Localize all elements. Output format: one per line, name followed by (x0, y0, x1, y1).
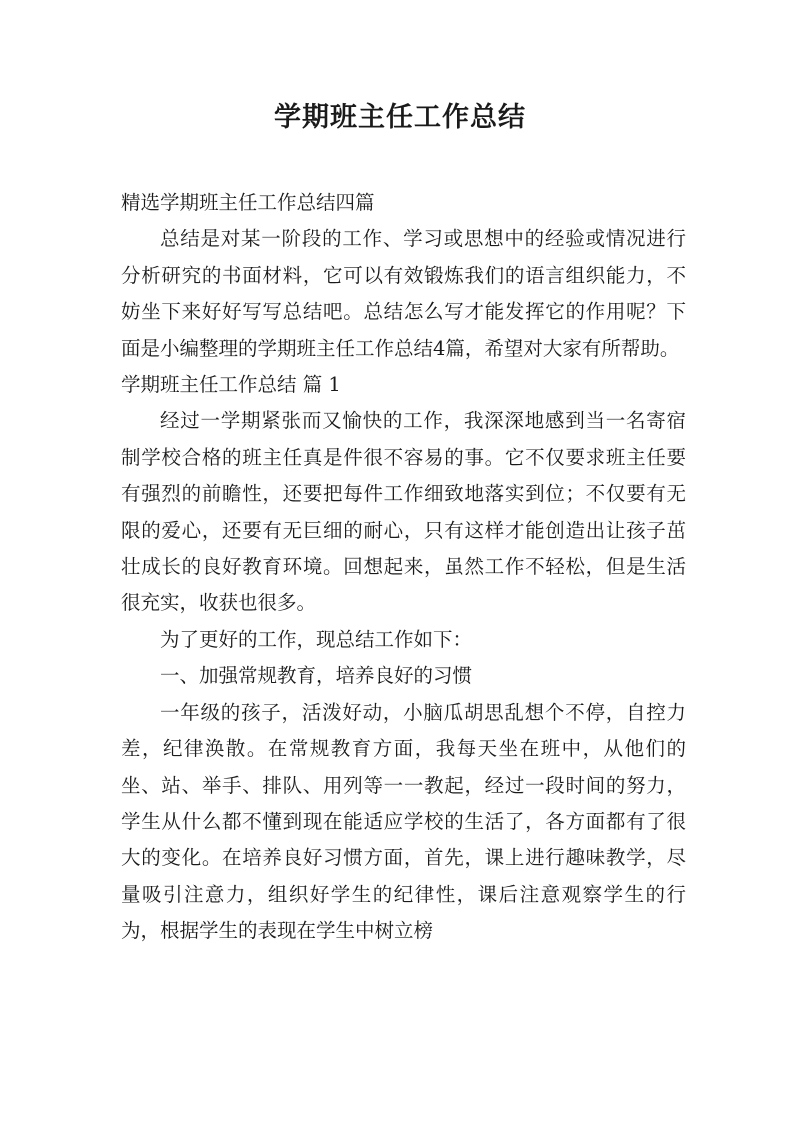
body-paragraph: 为了更好的工作，现总结工作如下： (160, 627, 473, 651)
body-paragraph: 一年级的孩子，活泼好动，小脑瓜胡思乱想个不停，自控力差，纪律涣散。在常规教育方面，我每天坐在班中，从他们的坐、站、举手、排队、用列等一一教起，经过一段时间的努力，学生从什么都不懂到现在能适应学校的生活了，各方面都有了很大的变化。在培养良好习惯方面，首先，课上进行趣味教学，尽量吸引注意力，组织好学生的纪律性，课后注意观察学生的行为，根据学生的表现在学生中树立榜 (121, 700, 686, 943)
subtitle-line: 精选学期班主任工作总结四篇 (121, 191, 375, 214)
document-title: 学期班主任工作总结 (274, 102, 526, 133)
subsection-heading: 一、加强常规教育，培养良好的习惯 (160, 664, 473, 688)
intro-paragraph: 总结是对某一阶段的工作、学习或思想中的经验或情况进行分析研究的书面材料，它可以有效锻炼我们的语言组织能力，不妨坐下来好好写写总结吧。总结怎么写才能发挥它的作用呢？下面是小编整理的学期班主任工作总结4篇，希望对大家有所帮助。 (121, 227, 686, 360)
body-paragraph: 经过一学期紧张而又愉快的工作，我深深地感到当一名寄宿制学校合格的班主任真是件很不容易的事。它不仅要求班主任要有强烈的前瞻性，还要把每件工作细致地落实到位；不仅要有无限的爱心，还要有无巨细的耐心，只有这样才能创造出让孩子茁壮成长的良好教育环境。回想起来，虽然工作不轻松，但是生活很充实，收获也很多。 (121, 409, 686, 615)
document-body (121, 185, 686, 950)
section-heading: 学期班主任工作总结 篇 1 (121, 373, 341, 397)
